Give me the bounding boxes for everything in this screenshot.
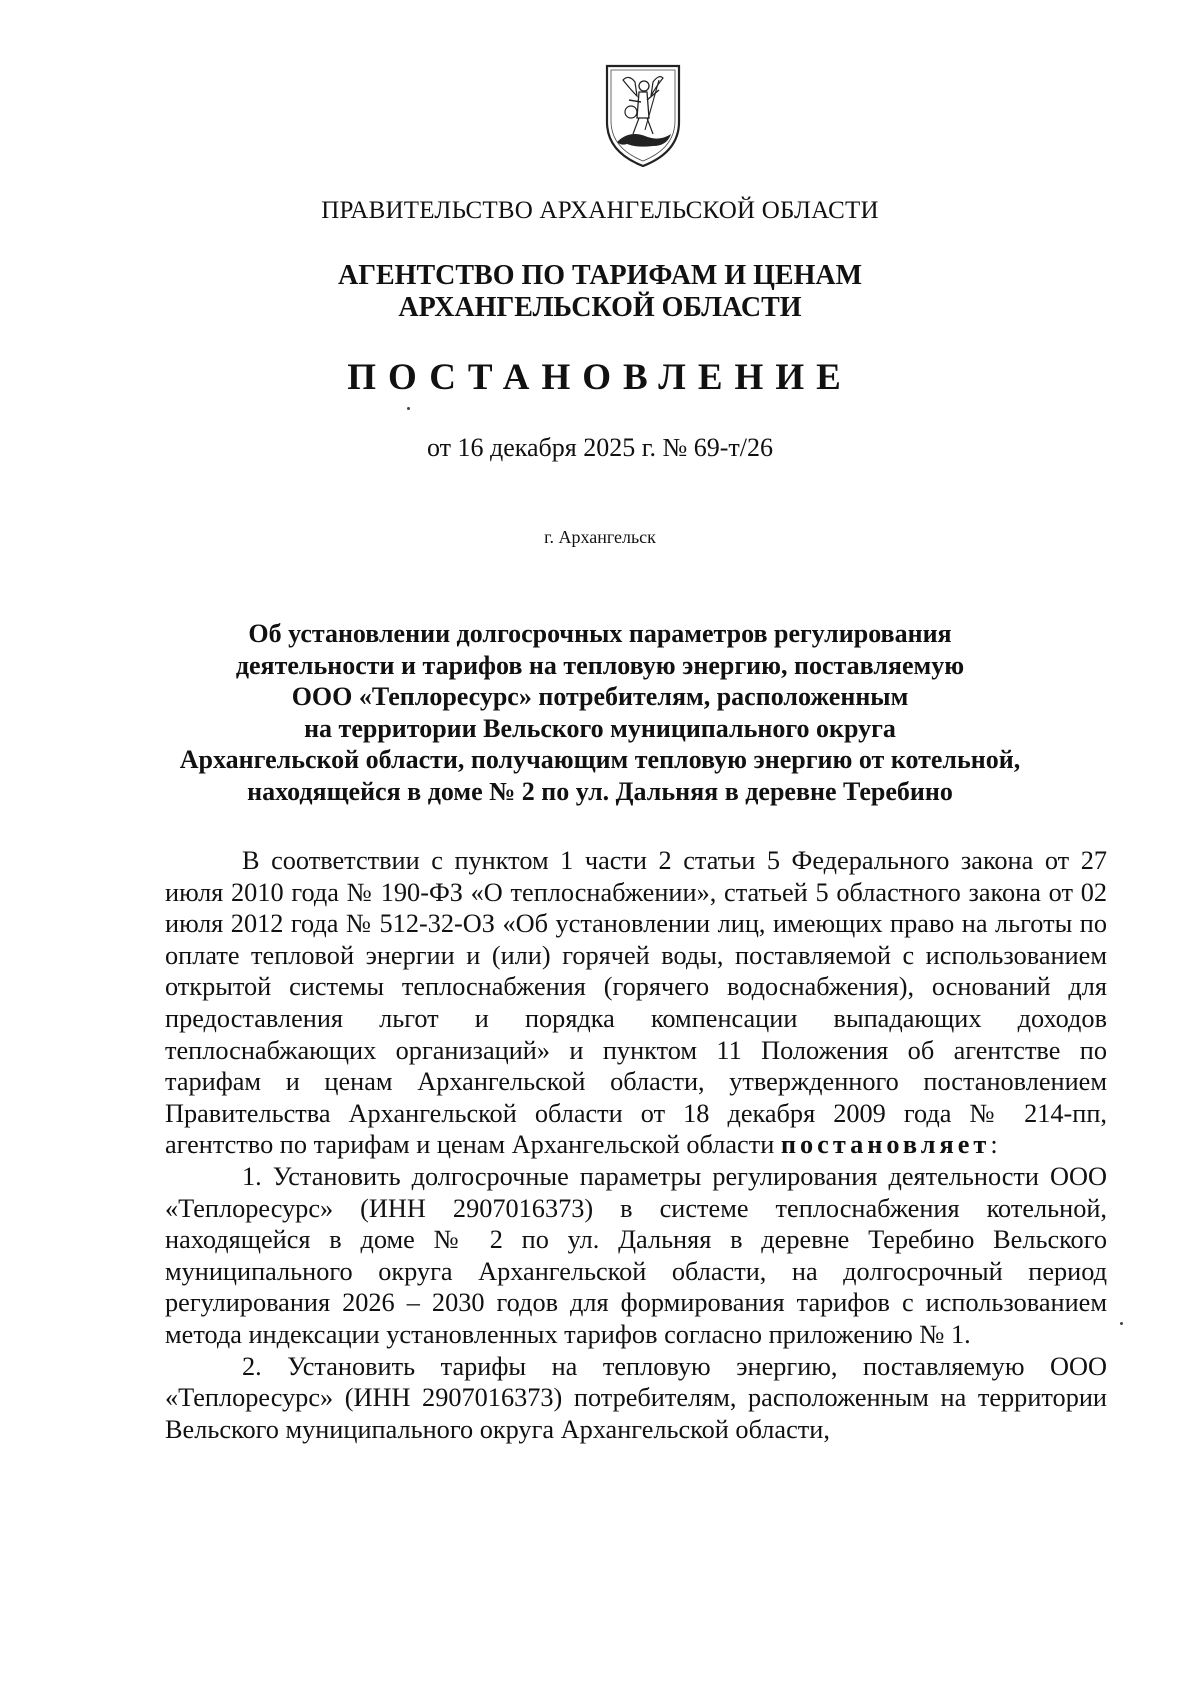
item-1-paragraph: 1. Установить долгосрочные параметры регулирования деятельности ООО «Теплоресурс» (ИНН 2907016373) в системе теплоснабжения котельной, находящейся в доме № 2 по ул. Дальняя в деревне Теребино Вельского муниципального округа Архангельской области, на долгосрочный период регулирования 2026 – 2030 годов для формирования тарифов с использованием метода индексации установленных тарифов согласно приложению № 1.: [165, 1161, 1107, 1349]
agency-name-line: АРХАНГЕЛЬСКОЙ ОБЛАСТИ: [398, 292, 802, 323]
title-line: находящейся в доме № 2 по ул. Дальняя в деревне Теребино: [247, 776, 953, 806]
government-name: ПРАВИТЕЛЬСТВО АРХАНГЕЛЬСКОЙ ОБЛАСТИ: [321, 197, 879, 224]
agency-name: [0, 260, 1200, 324]
title-line: Об установлении долгосрочных параметров регулирования: [248, 619, 952, 648]
preamble-text: В соответствии с пунктом 1 части 2 статьи 5 Федерального закона от 27 июля 2010 года № 190-ФЗ «О теплоснабжении», статьей 5 областного закона от 02 июля 2012 года № 512-32-ОЗ «Об установлении лиц, имеющих право на льготы по оплате тепловой энергии и (или) горячей воды, поставляемой с использованием открытой системы теплоснабжения (горячего водоснабжения), оснований для предоставления льгот и порядка компенсации выпадающих доходов теплоснабжающих организаций» и пунктом 11 Положения об агентстве по тарифам и ценам Архангельской области, утвержденного постановлением Правительства Архангельской области от 18 декабря 2009 года № 214-пп, агентство по тарифам и ценам Архангельской области: [165, 846, 1107, 1160]
scan-speck: [1120, 1322, 1123, 1325]
scan-speck: [407, 407, 410, 410]
coat-of-arms-icon: [601, 60, 685, 170]
agency-name-line: АГЕНТСТВО ПО ТАРИФАМ И ЦЕНАМ: [337, 260, 863, 291]
title-line: ООО «Теплоресурс» потребителям, расположенным: [291, 682, 909, 711]
title-line: на территории Вельского муниципального округа: [304, 713, 896, 743]
item-2-paragraph: 2. Установить тарифы на тепловую энергию, поставляемую ООО «Теплоресурс» (ИНН 2907016373) потребителям, расположенным на территории Вельского муниципального округа Архангельской области,: [165, 1351, 1107, 1444]
document-date-number: от 16 декабря 2025 г. № 69-т/26: [426, 433, 774, 462]
document-body: [165, 845, 1107, 1445]
decree-word: постановляет: [780, 1130, 991, 1160]
document-type: ПОСТАНОВЛЕНИЕ: [347, 357, 853, 398]
preamble-paragraph: [165, 845, 1107, 1161]
document-title: [150, 618, 1050, 807]
document-city: г. Архангельск: [544, 527, 656, 547]
decree-colon: :: [990, 1130, 998, 1160]
title-line: Архангельской области, получающим тепловую энергию от котельной,: [179, 745, 1021, 774]
title-line: деятельности и тарифов на тепловую энергию, поставляемую: [235, 650, 965, 680]
